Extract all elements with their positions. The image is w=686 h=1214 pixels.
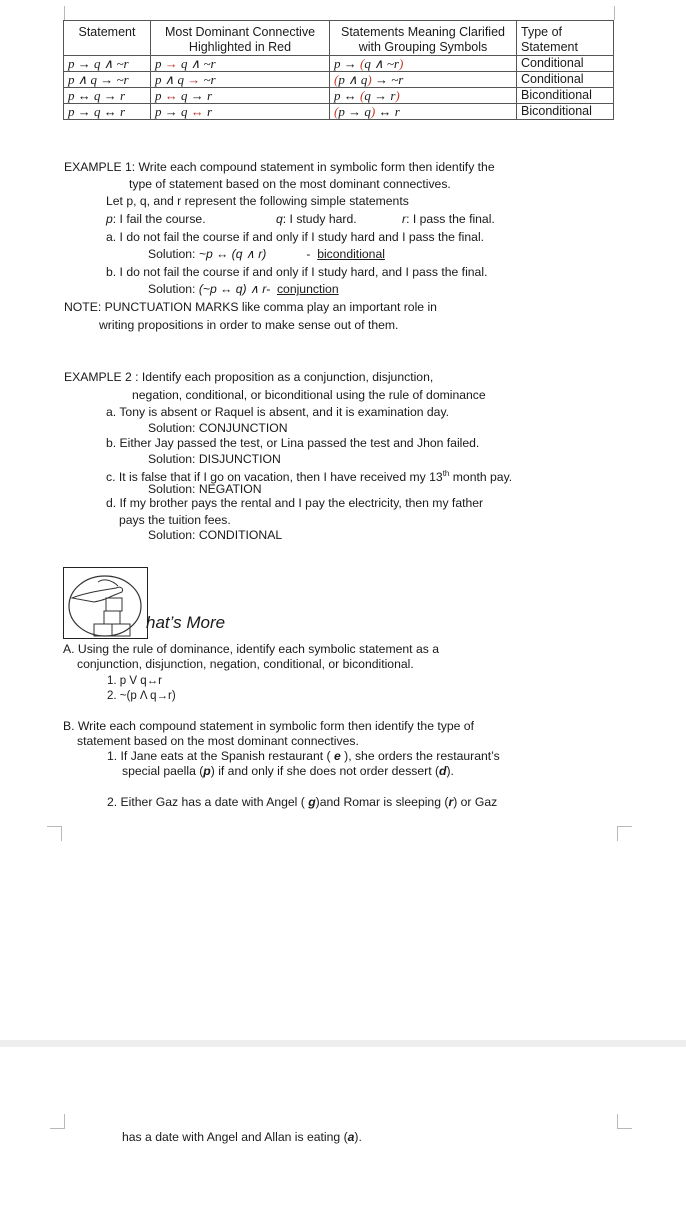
cell-type: Biconditional xyxy=(517,104,614,120)
cell-type: Conditional xyxy=(517,56,614,72)
var-r-def: r: I pass the final. xyxy=(402,212,495,226)
cell-dominant: p → q ∧ ~r xyxy=(151,56,330,72)
cell-dominant: p ↔ q → r xyxy=(151,88,330,104)
partB-item-2: 2. Either Gaz has a date with Angel ( g)and Romar is sleeping (r) or Gaz xyxy=(107,795,498,809)
example1-label: EXAMPLE 1 xyxy=(64,160,132,174)
example2-solution-d: Solution: CONDITIONAL xyxy=(148,528,283,542)
partB-instruction-cont: statement based on the most dominant connectives. xyxy=(77,734,359,748)
page-corner-top-right-2 xyxy=(617,1114,632,1129)
solution-type-a: biconditional xyxy=(317,247,385,261)
partB-instruction: B. Write each compound statement in symbolic form then identify the type of xyxy=(63,719,474,733)
example2-intro: EXAMPLE 2 : Identify each proposition as a conjunction, disjunction, xyxy=(64,370,434,384)
connectives-table xyxy=(63,20,614,120)
example2-item-a: a. Tony is absent or Raquel is absent, and it is examination day. xyxy=(106,405,450,419)
example2-item-d: d. If my brother pays the rental and I pay the electricity, then my father xyxy=(106,496,484,510)
note-label: NOTE: PUNCTUATION MARKS xyxy=(64,300,239,314)
cell-dominant: p ∧ q → ~r xyxy=(151,72,330,88)
page-corner-bottom-left xyxy=(47,826,62,841)
cell-grouping: p → (q ∧ ~r) xyxy=(330,56,517,72)
page-corner-top-left-2 xyxy=(50,1114,65,1129)
dominant-connective: → xyxy=(161,56,181,71)
example1-instruction-cont: type of statement based on the most dominant connectives. xyxy=(129,177,451,191)
example1-solution-b: Solution: (~p ↔ q) ∧ r- conjunction xyxy=(148,282,339,296)
partA-item-2: 2. ~(p Λ q→r) xyxy=(107,690,176,702)
dominant-connective: → xyxy=(184,72,204,87)
cell-dominant: p → q ↔ r xyxy=(151,104,330,120)
header-dominant: Most Dominant Connective Highlighted in Red xyxy=(151,21,330,56)
example1-let-line: Let p, q, and r represent the following simple statements xyxy=(106,194,409,208)
cell-statement: p ↔ q → r xyxy=(64,88,151,104)
table-row xyxy=(64,104,614,120)
cell-statement: p ∧ q → ~r xyxy=(64,72,151,88)
partA-item-1: 1. p V q↔r xyxy=(107,675,162,687)
partB-item-1: 1. If Jane eats at the Spanish restaurant ( e ), she orders the restaurant’s xyxy=(107,749,500,763)
example2-solution-a: Solution: CONJUNCTION xyxy=(148,421,288,435)
example2-intro-cont: negation, conditional, or biconditional using the rule of dominance xyxy=(132,388,486,402)
cell-type: Conditional xyxy=(517,72,614,88)
example2-label: EXAMPLE 2 xyxy=(64,370,132,384)
example2-solution-c: Solution: NEGATION xyxy=(148,482,262,496)
dominant-connective: ↔ xyxy=(161,88,181,103)
cell-grouping: (p → q) ↔ r xyxy=(330,104,517,120)
table-header-row xyxy=(64,21,614,56)
table-row xyxy=(64,72,614,88)
header-grouping: Statements Meaning Clarified with Grouping Symbols xyxy=(330,21,517,56)
partA-instruction-cont: conjunction, disjunction, negation, conditional, or biconditional. xyxy=(77,657,414,671)
partA-instruction: A. Using the rule of dominance, identify each symbolic statement as a xyxy=(63,642,439,656)
page-corner-bottom-right xyxy=(617,826,632,841)
cell-type: Biconditional xyxy=(517,88,614,104)
partB-item-2-cont: has a date with Angel and Allan is eating (a). xyxy=(122,1130,362,1144)
cell-statement: p → q ∧ ~r xyxy=(64,56,151,72)
example2-solution-b: Solution: DISJUNCTION xyxy=(148,452,281,466)
var-p-def: p: I fail the course. xyxy=(106,212,206,226)
cell-grouping: p ↔ (q → r) xyxy=(330,88,517,104)
header-statement: Statement xyxy=(64,21,151,56)
example1-item-a: a. I do not fail the course if and only if I study hard and I pass the final. xyxy=(106,230,485,244)
table-row xyxy=(64,56,614,72)
table-row xyxy=(64,88,614,104)
example2-item-c: c. It is false that if I go on vacation, then I have received my 13th month pay. xyxy=(106,469,513,485)
page-corner-top-right xyxy=(614,6,629,20)
whats-more-heading: hat’s More xyxy=(146,613,226,632)
dominant-connective: ↔ xyxy=(187,104,207,119)
cell-grouping: (p ∧ q) → ~r xyxy=(330,72,517,88)
note-cont: writing propositions in order to make sense out of them. xyxy=(99,318,399,332)
example1-item-b: b. I do not fail the course if and only if I study hard, and I pass the final. xyxy=(106,265,488,279)
header-type: Type of Statement xyxy=(517,21,614,56)
example1-solution-a: Solution: ~p ↔ (q ∧ r) - biconditional xyxy=(148,247,385,261)
example1-instruction: EXAMPLE 1: Write each compound statement in symbolic form then identify the xyxy=(64,160,495,174)
page-corner-top-left xyxy=(50,6,65,20)
page-break-divider xyxy=(0,1040,686,1047)
note: NOTE: PUNCTUATION MARKS like comma play an important role in xyxy=(64,300,437,314)
var-q-def: q: I study hard. xyxy=(276,212,357,226)
hand-stacking-blocks-icon xyxy=(63,567,148,639)
partB-item-1-cont: special paella (p) if and only if she does not order dessert (d). xyxy=(122,764,454,778)
cell-statement: p → q ↔ r xyxy=(64,104,151,120)
solution-type-b: conjunction xyxy=(276,282,339,296)
example2-item-d-cont: pays the tuition fees. xyxy=(119,513,231,527)
example2-item-b: b. Either Jay passed the test, or Lina passed the test and Jhon failed. xyxy=(106,436,480,450)
